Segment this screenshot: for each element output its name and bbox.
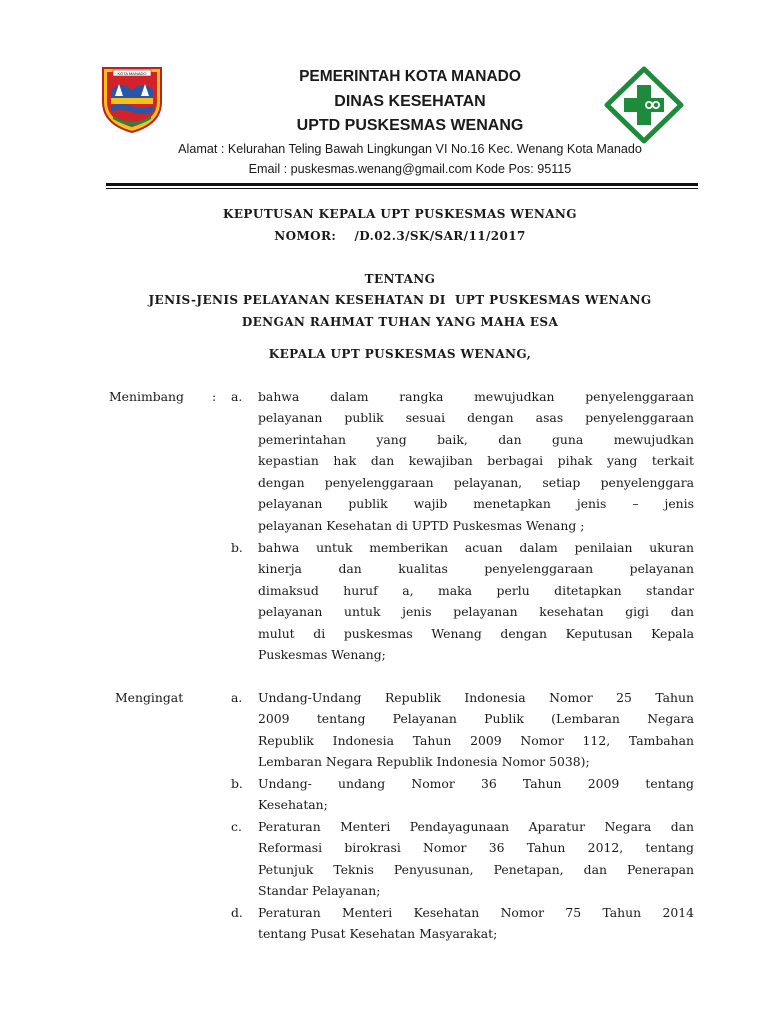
menimbang-label: Menimbang — [109, 389, 184, 404]
decree-issuer: KEPALA UPT PUSKESMAS WENANG, — [268, 347, 532, 361]
list-item-line: Lembaran Negara Republik Indonesia Nomor 5038); — [258, 754, 590, 769]
list-item-line: Standar Pelayanan; — [258, 883, 381, 898]
list-item-line: mulut di puskesmas Wenang dengan Keputusan Kepala — [258, 626, 694, 641]
list-item-line: kinerja dan kualitas penyelenggaraan pelayanan — [258, 561, 694, 576]
list-item-line: pelayanan Kesehatan di UPTD Puskesmas Wenang ; — [258, 518, 585, 533]
mengingat-item-b-letter: b. — [231, 776, 243, 791]
mengingat-item-c-letter: c. — [231, 819, 242, 834]
list-item-line: pelayanan untuk jenis pelayanan kesehatan gigi dan — [258, 604, 694, 619]
decree-blessing: DENGAN RAHMAT TUHAN YANG MAHA ESA — [241, 315, 559, 329]
list-item-line: pemerintahan yang baik, dan guna mewujudkan — [258, 432, 694, 447]
list-item-line: Undang- undang Nomor 36 Tahun 2009 tentang — [258, 776, 694, 791]
list-item-line: dimaksud huruf a, maka perlu ditetapkan standar — [258, 583, 694, 598]
list-item-line: 2009 tentang Pelayanan Publik (Lembaran Negara — [258, 711, 694, 726]
list-item-line: pelayanan publik sesuai dengan asas penyelenggaraan — [258, 410, 694, 425]
list-item-line: bahwa untuk memberikan acuan dalam penilaian ukuran — [258, 540, 694, 555]
decree-title: KEPUTUSAN KEPALA UPT PUSKESMAS WENANG — [223, 207, 577, 221]
list-item-line: Undang-Undang Republik Indonesia Nomor 25 Tahun — [258, 690, 694, 705]
letterhead-divider-thick — [106, 183, 698, 186]
list-item-line: Reformasi birokrasi Nomor 36 Tahun 2012, tentang — [258, 840, 694, 855]
menimbang-item-b-letter: b. — [231, 540, 243, 555]
list-item-line: Petunjuk Teknis Penyusunan, Penetapan, dan Penerapan — [258, 862, 694, 877]
menimbang-item-a-letter: a. — [231, 389, 243, 404]
mengingat-label: Mengingat — [115, 690, 184, 705]
letterhead-divider-thin — [106, 188, 698, 189]
mengingat-item-d-letter: d. — [231, 905, 243, 920]
list-item-line: Kesehatan; — [258, 797, 328, 812]
decree-number: NOMOR: /D.02.3/SK/SAR/11/2017 — [274, 229, 526, 243]
list-item-line: Puskesmas Wenang; — [258, 647, 386, 662]
letterhead-department: DINAS KESEHATAN — [334, 93, 486, 110]
letterhead-email: Email : puskesmas.wenang@gmail.com Kode Pos: 95115 — [248, 162, 572, 176]
mengingat-item-a-letter: a. — [231, 690, 243, 705]
list-item-line: Republik Indonesia Tahun 2009 Nomor 112, Tambahan — [258, 733, 694, 748]
letterhead-address: Alamat : Kelurahan Teling Bawah Lingkungan VI No.16 Kec. Wenang Kota Manado — [178, 142, 642, 156]
decree-about-heading: TENTANG — [364, 272, 436, 286]
list-item-line: bahwa dalam rangka mewujudkan penyelenggaraan — [258, 389, 694, 404]
list-item-line: kepastian hak dan kewajiban berbagai pihak yang terkait — [258, 453, 694, 468]
crest-banner-text: KOTA MANADO — [117, 71, 147, 76]
menimbang-colon: : — [212, 389, 217, 404]
letterhead-institution: UPTD PUSKESMAS WENANG — [296, 117, 524, 134]
list-item-line: dengan penyelenggaraan pelayanan, setiap penyelenggara — [258, 475, 694, 490]
list-item-line: tentang Pusat Kesehatan Masyarakat; — [258, 926, 498, 941]
list-item-line: pelayanan publik wajib menetapkan jenis – jenis — [258, 496, 694, 511]
decree-subject: JENIS-JENIS PELAYANAN KESEHATAN DI UPT PUSKESMAS WENANG — [148, 293, 652, 307]
letterhead-government: PEMERINTAH KOTA MANADO — [299, 68, 521, 85]
list-item-line: Peraturan Menteri Pendayagunaan Aparatur Negara dan — [258, 819, 694, 834]
list-item-line: Peraturan Menteri Kesehatan Nomor 75 Tahun 2014 — [258, 905, 694, 920]
